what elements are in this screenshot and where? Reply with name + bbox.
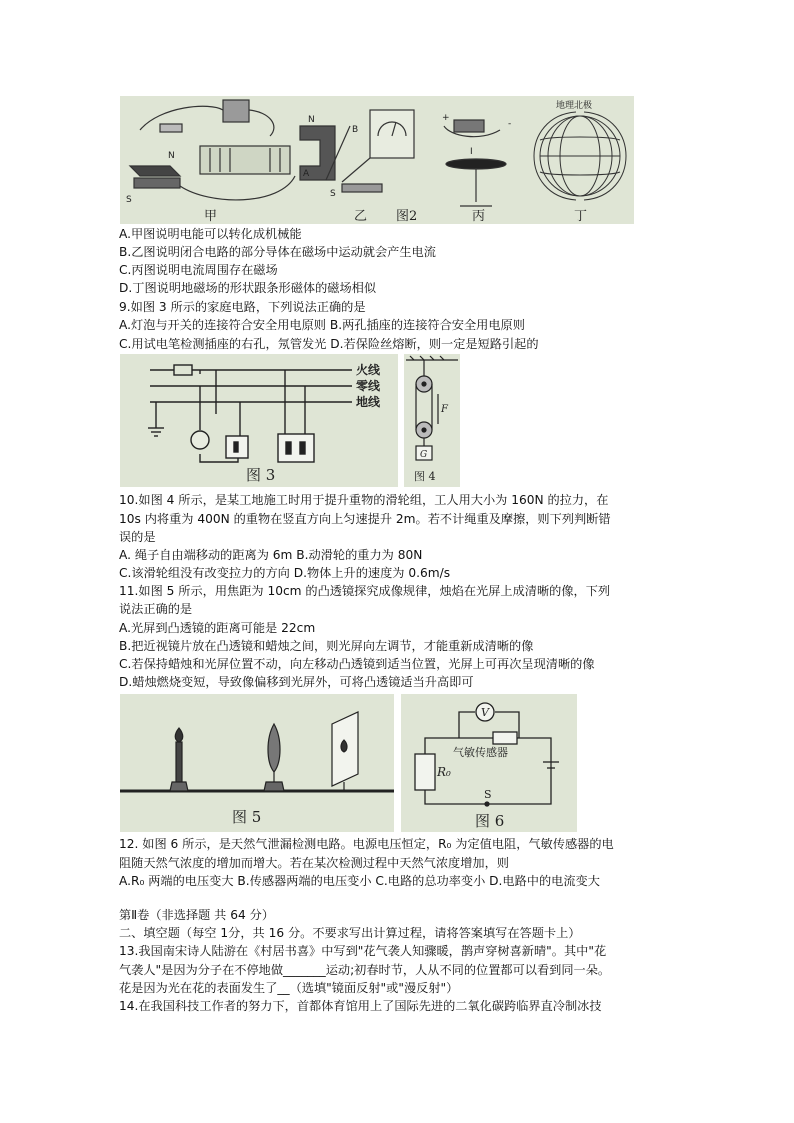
figure-6-label-resistor: R₀ [437,765,451,779]
figure-2-label-globe: 地理北极 [556,101,593,111]
figure-6-label-voltmeter: V [481,706,489,719]
q11-stem-line-2: 说法正确的是 [119,602,193,616]
q8-option-c: C.丙图说明电流周围存在磁场 [119,263,278,277]
figure-2-jia-apparatus [130,100,295,200]
q11-option-d: D.蜡烛燃烧变短，导致像偏移到光屏外，可将凸透镜适当升高即可 [119,675,474,689]
q9-options-cd: C.用试电笔检测插座的右孔，氖管发光 D.若保险丝熔断，则一定是短路引起的 [119,337,539,351]
q8-option-a: A.甲图说明电能可以转化成机械能 [119,227,302,241]
figure-2-label-a: A [303,169,310,179]
figure-6 [401,694,577,832]
figure-2-sub-label-yi: 乙 [354,209,368,224]
figure-4-label-weight: G [420,450,428,460]
q13-line-3: 花是因为光在花的表面发生了__（选填"镜面反射"或"漫反射"） [119,981,459,995]
q14-line-1: 14.在我国科技工作者的努力下，首都体育馆用上了国际先进的二氧化碳跨临界直冷制冰技 [119,999,602,1013]
figure-6-label-sensor: 气敏传感器 [453,746,508,759]
figure-2-bing-apparatus [444,120,506,206]
figure-2-label-b: B [352,125,359,135]
q11-option-c: C.若保持蜡烛和光屏位置不动，向左移动凸透镜到适当位置，光屏上可再次呈现清晰的像 [119,657,595,671]
figure-2-sub-label-bing: 丙 [472,209,486,224]
q9-options-ab: A.灯泡与开关的连接符合安全用电原则 B.两孔插座的连接符合安全用电原则 [119,318,525,332]
figure-2-sub-label-ding: 丁 [574,209,588,224]
figure-2 [120,96,634,224]
figure-3-label-neutral: 零线 [356,379,381,393]
q11-option-b: B.把近视镜片放在凸透镜和蜡烛之间，则光屏向左调节，才能重新成清晰的像 [119,639,534,653]
q12-options: A.R₀ 两端的电压变大 B.传感器两端的电压变小 C.电路的总功率变小 D.电路中的电流变大 [119,874,600,888]
part-2-section-heading: 二、填空题（每空 1分，共 16 分。不要求写出计算过程，请将答案填写在答题卡上） [119,926,581,940]
figure-2-label-n-yi: N [308,115,315,125]
figure-3-label-ground: 地线 [356,395,381,409]
figure-2-label-i: I [470,147,473,157]
q8-option-d: D.丁图说明地磁场的形状跟条形磁体的磁场相似 [119,281,377,295]
figure-2-sub-label-jia: 甲 [204,209,218,224]
q13-line-2: 气袭人"是因为分子在不停地做_______运动;初春时节，人从不同的位置都可以看到同一朵。 [119,963,611,977]
figure-2-label-s: S [126,195,132,205]
figure-2-label-s-yi: S [330,189,336,199]
q8-option-b: B.乙图说明闭合电路的部分导体在磁场中运动就会产生电流 [119,245,436,259]
figure-3 [120,354,398,487]
figure-2-label-n: N [168,151,175,161]
q10-stem-line-3: 误的是 [119,530,156,544]
figure-6-caption: 图 6 [475,812,505,830]
figure-3-label-live: 火线 [356,363,381,377]
part-2-title: 第Ⅱ卷（非选择题 共 64 分） [119,908,275,922]
q10-options-ab: A. 绳子自由端移动的距离为 6m B.动滑轮的重力为 80N [119,548,423,562]
q12-stem-line-1: 12. 如图 6 所示，是天然气泄漏检测电路。电源电压恒定，R₀ 为定值电阻，气敏传感器的电 [119,837,614,851]
q10-stem-line-2: 10s 内将重为 400N 的重物在竖直方向上匀速提升 2m。若不计绳重及摩擦，则下列判断错 [119,512,611,526]
figure-4 [404,354,460,487]
figure-5-caption: 图 5 [232,808,262,826]
figure-4-label-force: F [441,404,448,415]
figure-2-ding-globe [534,112,626,200]
figure-2-yi-apparatus [300,110,414,192]
q10-stem-line-1: 10.如图 4 所示，是某工地施工时用于提升重物的滑轮组，工人用大小为 160N 的拉力，在 [119,493,609,507]
q9-stem: 9.如图 3 所示的家庭电路，下列说法正确的是 [119,300,366,314]
figure-3-caption: 图 3 [246,466,276,484]
figure-2-caption: 图2 [396,209,418,224]
q10-options-cd: C.该滑轮组没有改变拉力的方向 D.物体上升的速度为 0.6m/s [119,566,451,580]
q13-line-1: 13.我国南宋诗人陆游在《村居书喜》中写到"花气袭人知骤暖，鹊声穿树喜新晴"。其中"花 [119,944,607,958]
figure-2-label-plus: + [442,113,450,123]
figure-5 [120,694,394,832]
figure-4-caption: 图 4 [414,470,436,483]
q11-option-a: A.光屏到凸透镜的距离可能是 22cm [119,621,316,635]
q12-stem-line-2: 阻随天然气浓度的增加而增大。若在某次检测过程中天然气浓度增加，则 [119,856,509,870]
q11-stem-line-1: 11.如图 5 所示，用焦距为 10cm 的凸透镜探究成像规律，烛焰在光屏上成清晰的像，下列 [119,584,611,598]
figure-6-label-switch: S [484,788,492,801]
figure-2-label-minus: - [508,119,512,129]
